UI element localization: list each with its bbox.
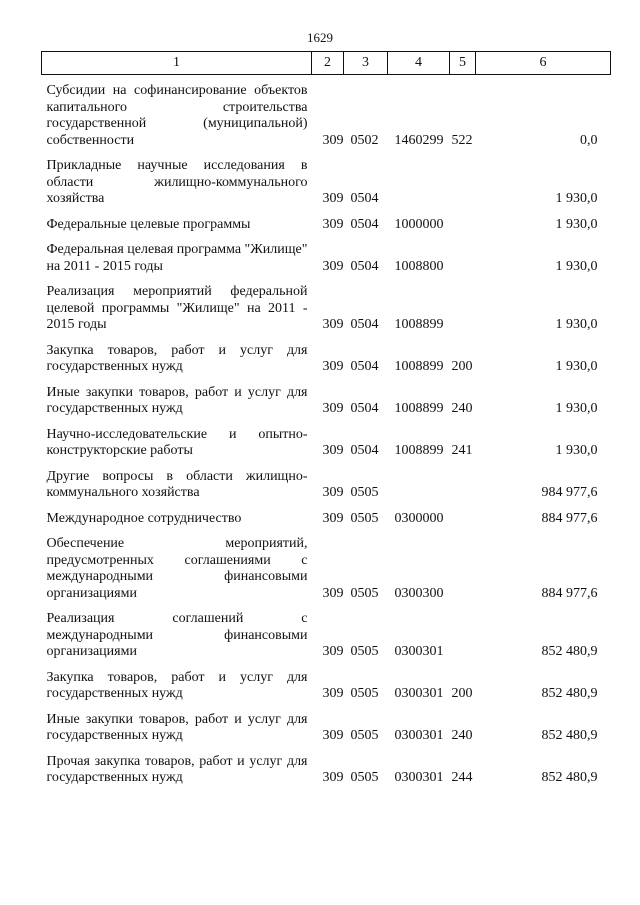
row-spacer-cell [42, 233, 611, 242]
row-name: Федеральные целевые программы [46, 216, 251, 232]
row-code: 309 [322, 317, 344, 332]
row-amount: 1 930,0 [555, 401, 598, 416]
row-target: 0300301 [394, 644, 444, 659]
row-code: 309 [322, 216, 344, 232]
row-name: Иные закупки товаров, работ и услуг для государственных нужд [46, 711, 308, 743]
row-spacer [42, 460, 611, 469]
table-row [42, 217, 611, 234]
row-spacer [42, 502, 611, 511]
column-header: 6 [476, 52, 611, 75]
row-type: 240 [451, 401, 473, 416]
table-row [42, 469, 611, 502]
row-amount: 884 977,6 [541, 510, 598, 526]
row-amount: 852 480,9 [541, 770, 598, 785]
row-code: 309 [322, 401, 344, 416]
row-type: 522 [451, 132, 473, 148]
row-spacer [42, 703, 611, 712]
row-target: 1008899 [394, 401, 444, 416]
row-name: Иные закупки товаров, работ и услуг для государственных нужд [46, 384, 308, 416]
row-spacer-cell [42, 460, 611, 469]
row-code: 309 [322, 191, 344, 206]
row-code: 309 [322, 485, 344, 500]
row-type: 241 [451, 443, 473, 458]
row-section: 0504 [350, 216, 379, 232]
row-amount: 1 930,0 [555, 191, 598, 206]
row-spacer [42, 745, 611, 754]
row-code: 309 [322, 443, 344, 458]
row-type: 240 [451, 728, 473, 743]
row-amount: 1 930,0 [555, 216, 598, 232]
row-target: 1008899 [394, 317, 444, 332]
row-type [450, 611, 476, 661]
row-code: 309 [322, 359, 344, 374]
page-number: 1629 [307, 30, 333, 45]
row-spacer [42, 418, 611, 427]
row-name: Закупка товаров, работ и услуг для государственных нужд [46, 669, 308, 701]
row-code: 309 [322, 728, 344, 743]
row-type: 200 [451, 686, 473, 701]
column-header: 3 [344, 52, 388, 75]
row-target: 1008899 [394, 359, 444, 374]
row-amount: 884 977,6 [541, 585, 598, 601]
row-spacer-cell [42, 502, 611, 511]
row-name: Прикладные научные исследования в области жилищно-коммунального хозяйства [46, 158, 308, 206]
row-type [450, 217, 476, 234]
row-section: 0505 [350, 510, 379, 526]
row-target: 0300301 [394, 686, 444, 701]
table-row [42, 754, 611, 787]
column-header: 5 [450, 52, 476, 75]
row-code: 309 [322, 770, 344, 785]
row-amount: 0,0 [580, 132, 598, 148]
row-type: 200 [451, 359, 473, 374]
table-row [42, 242, 611, 275]
row-target: 1460299 [394, 132, 444, 148]
row-section: 0504 [350, 443, 379, 458]
row-code: 309 [322, 510, 344, 526]
table-row [42, 83, 611, 149]
row-type [450, 242, 476, 275]
table-row [42, 427, 611, 460]
table-header-row [42, 52, 611, 75]
row-amount: 1 930,0 [555, 359, 598, 374]
row-spacer-cell [42, 376, 611, 385]
row-code: 309 [322, 644, 344, 659]
row-amount: 1 930,0 [555, 443, 598, 458]
row-section: 0505 [350, 644, 379, 659]
row-type [450, 536, 476, 602]
row-section: 0505 [350, 485, 379, 500]
row-amount: 984 977,6 [541, 485, 598, 500]
row-name: Реализация мероприятий федеральной целевой программы "Жилище" на 2011 - 2015 годы [46, 284, 308, 332]
row-name: Реализация соглашений с международными финансовыми организациями [46, 611, 308, 659]
row-section: 0504 [350, 359, 379, 374]
row-code: 309 [322, 258, 344, 274]
row-spacer [42, 661, 611, 670]
row-name: Другие вопросы в области жилищно-коммунального хозяйства [46, 468, 308, 500]
row-spacer-cell [42, 703, 611, 712]
budget-table [41, 51, 611, 787]
row-target: 1000000 [394, 216, 444, 232]
row-type [450, 284, 476, 334]
row-name: Закупка товаров, работ и услуг для государственных нужд [46, 342, 308, 374]
row-name: Федеральная целевая программа "Жилище" на 2011 - 2015 годы [46, 242, 308, 274]
row-spacer-cell [42, 745, 611, 754]
table-body [42, 75, 611, 787]
row-spacer [42, 233, 611, 242]
row-target [388, 469, 450, 502]
row-target [388, 158, 450, 208]
row-type: 244 [451, 770, 473, 785]
row-spacer [42, 527, 611, 536]
row-type [450, 469, 476, 502]
row-section: 0504 [350, 317, 379, 332]
row-spacer [42, 376, 611, 385]
row-spacer [42, 208, 611, 217]
row-amount: 852 480,9 [541, 728, 598, 743]
row-name: Прочая закупка товаров, работ и услуг для государственных нужд [46, 753, 308, 785]
row-amount: 852 480,9 [541, 644, 598, 659]
column-header: 2 [312, 52, 344, 75]
row-target: 1008899 [394, 443, 444, 458]
row-spacer [42, 602, 611, 611]
row-target: 1008800 [394, 258, 444, 274]
row-spacer-cell [42, 149, 611, 158]
row-section: 0504 [350, 401, 379, 416]
table-row [42, 670, 611, 703]
row-spacer-cell [42, 602, 611, 611]
column-header: 1 [42, 52, 312, 75]
row-spacer [42, 75, 611, 84]
row-name: Обеспечение мероприятий, предусмотренных соглашениями с международными финансовыми организациями [46, 536, 308, 601]
row-spacer-cell [42, 208, 611, 217]
row-spacer-cell [42, 418, 611, 427]
table-row [42, 536, 611, 602]
column-header: 4 [388, 52, 450, 75]
row-spacer-cell [42, 334, 611, 343]
row-name: Субсидии на софинансирование объектов капитального строительства государственной (муниципальной) собственности [46, 83, 308, 148]
table-row [42, 511, 611, 528]
row-spacer [42, 275, 611, 284]
row-section: 0504 [350, 258, 379, 274]
row-spacer-cell [42, 661, 611, 670]
row-section: 0505 [350, 585, 379, 601]
row-spacer [42, 149, 611, 158]
row-code: 309 [322, 585, 344, 601]
row-name: Международное сотрудничество [46, 510, 242, 526]
row-target: 0300301 [394, 770, 444, 785]
table-row [42, 343, 611, 376]
row-type [450, 511, 476, 528]
row-target: 0300301 [394, 728, 444, 743]
row-spacer-cell [42, 275, 611, 284]
row-spacer [42, 334, 611, 343]
row-spacer-cell [42, 75, 611, 84]
row-amount: 1 930,0 [555, 258, 598, 274]
row-amount: 1 930,0 [555, 317, 598, 332]
table-row [42, 284, 611, 334]
row-name: Научно-исследовательские и опытно-конструкторские работы [46, 426, 308, 458]
table-row [42, 385, 611, 418]
table-row [42, 712, 611, 745]
row-code: 309 [322, 132, 344, 148]
table-row [42, 158, 611, 208]
row-section: 0504 [350, 191, 379, 206]
row-target: 0300300 [394, 585, 444, 601]
row-section: 0502 [350, 132, 379, 148]
row-target: 0300000 [394, 510, 444, 526]
row-section: 0505 [350, 686, 379, 701]
row-amount: 852 480,9 [541, 686, 598, 701]
row-spacer-cell [42, 527, 611, 536]
row-section: 0505 [350, 770, 379, 785]
table-row [42, 611, 611, 661]
row-section: 0505 [350, 728, 379, 743]
row-type [450, 158, 476, 208]
row-code: 309 [322, 686, 344, 701]
